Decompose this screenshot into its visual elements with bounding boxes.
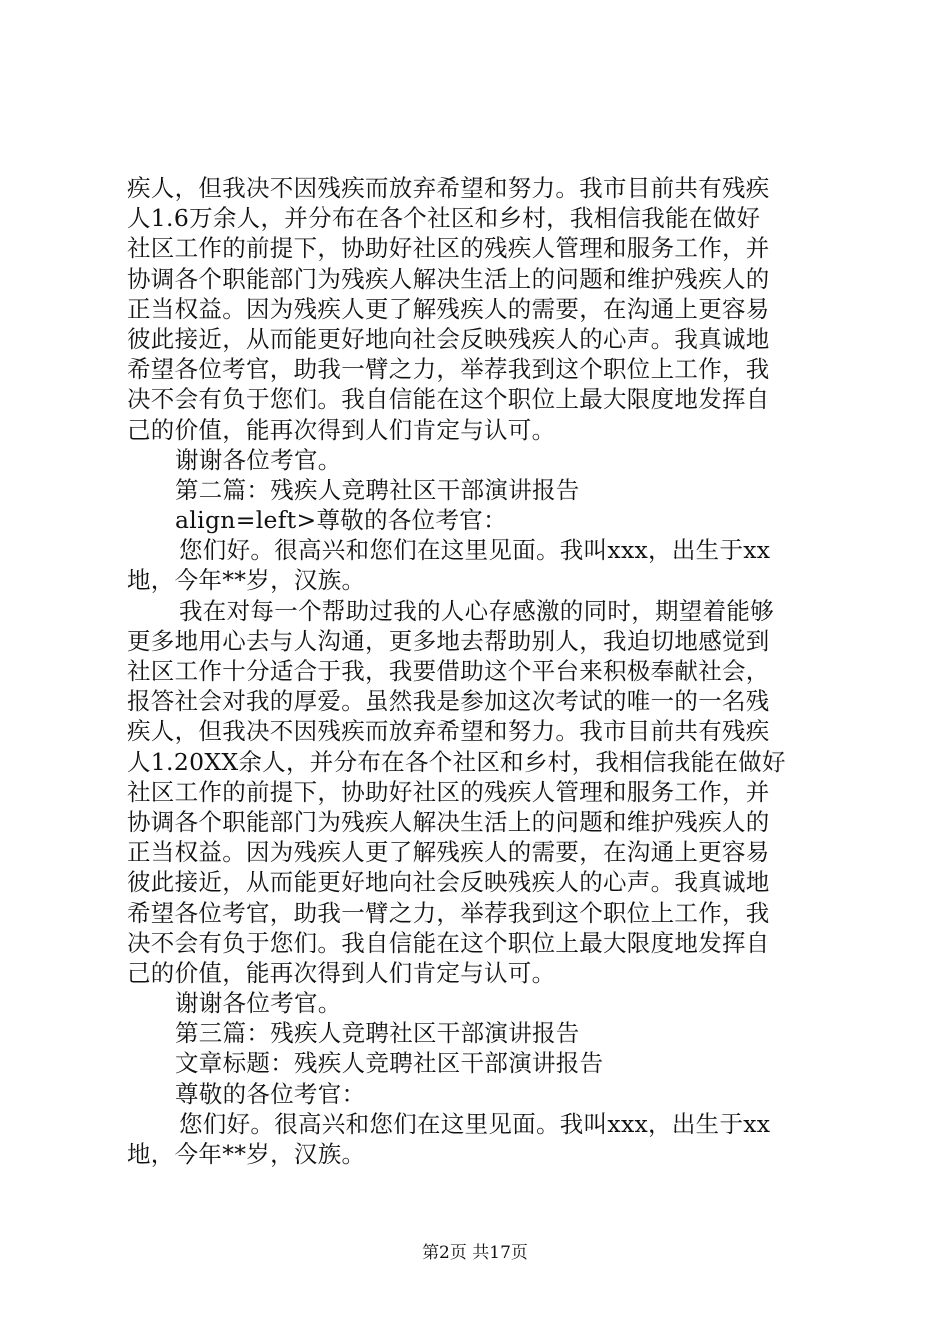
salutation-line: align=left>尊敬的各位考官： xyxy=(175,506,507,535)
paragraph-start: 我在对每一个帮助过我的人心存感激的同时，期望着能够 xyxy=(179,596,774,625)
section-heading: 第二篇：残疾人竞聘社区干部演讲报告 xyxy=(175,475,580,504)
article-title-line: 文章标题：残疾人竞聘社区干部演讲报告 xyxy=(175,1049,604,1078)
text-line: 希望各位考官，助我一臂之力，举荐我到这个职位上工作，我 xyxy=(127,355,770,384)
text-line: 协调各个职能部门为残疾人解决生活上的问题和维护残疾人的 xyxy=(127,807,770,836)
text-line: 决不会有负于您们。我自信能在这个职位上最大限度地发挥自 xyxy=(127,928,770,957)
section-heading: 第三篇：残疾人竞聘社区干部演讲报告 xyxy=(175,1019,580,1048)
text-line: 人1.6万余人，并分布在各个社区和乡村，我相信我能在做好 xyxy=(127,204,761,233)
closing-line: 谢谢各位考官。 xyxy=(175,989,342,1018)
text-line: 报答社会对我的厚爱。虽然我是参加这次考试的唯一的一名残 xyxy=(127,687,770,716)
text-line: 正当权益。因为残疾人更了解残疾人的需要，在沟通上更容易 xyxy=(127,838,770,867)
paragraph-start: 您们好。很高兴和您们在这里见面。我叫xxx，出生于xx xyxy=(179,1109,771,1138)
text-line: 社区工作十分适合于我，我要借助这个平台来积极奉献社会， xyxy=(127,657,770,685)
text-line: 社区工作的前提下，协助好社区的残疾人管理和服务工作，并 xyxy=(127,777,770,806)
document-body xyxy=(127,173,847,1169)
text-line: 社区工作的前提下，协助好社区的残疾人管理和服务工作，并 xyxy=(127,234,770,263)
text-line: 希望各位考官，助我一臂之力，举荐我到这个职位上工作，我 xyxy=(127,898,770,927)
text-line: 己的价值，能再次得到人们肯定与认可。 xyxy=(127,415,556,444)
text-line: 决不会有负于您们。我自信能在这个职位上最大限度地发挥自 xyxy=(127,385,770,414)
text-line: 更多地用心去与人沟通，更多地去帮助别人，我迫切地感觉到 xyxy=(127,626,770,655)
text-line: 彼此接近，从而能更好地向社会反映残疾人的心声。我真诚地 xyxy=(127,324,770,353)
text-line: 协调各个职能部门为残疾人解决生活上的问题和维护残疾人的 xyxy=(127,264,770,293)
text-line: 正当权益。因为残疾人更了解残疾人的需要，在沟通上更容易 xyxy=(127,294,770,323)
salutation-line: 尊敬的各位考官： xyxy=(175,1079,366,1108)
closing-line: 谢谢各位考官。 xyxy=(175,445,342,474)
paragraph-start: 您们好。很高兴和您们在这里见面。我叫xxx，出生于xx xyxy=(179,536,771,565)
text-line: 地，今年**岁，汉族。 xyxy=(127,1140,366,1168)
text-line: 己的价值，能再次得到人们肯定与认可。 xyxy=(127,958,556,987)
text-line: 疾人，但我决不因残疾而放弃希望和努力。我市目前共有残疾 xyxy=(127,174,770,202)
text-line: 地，今年**岁，汉族。 xyxy=(127,566,366,595)
text-line: 疾人，但我决不因残疾而放弃希望和努力。我市目前共有残疾 xyxy=(127,717,770,746)
text-line: 彼此接近，从而能更好地向社会反映残疾人的心声。我真诚地 xyxy=(127,868,770,897)
text-line: 人1.20XX余人，并分布在各个社区和乡村，我相信我能在做好 xyxy=(127,747,786,776)
page-footer: 第2页 共17页 xyxy=(422,1243,528,1263)
